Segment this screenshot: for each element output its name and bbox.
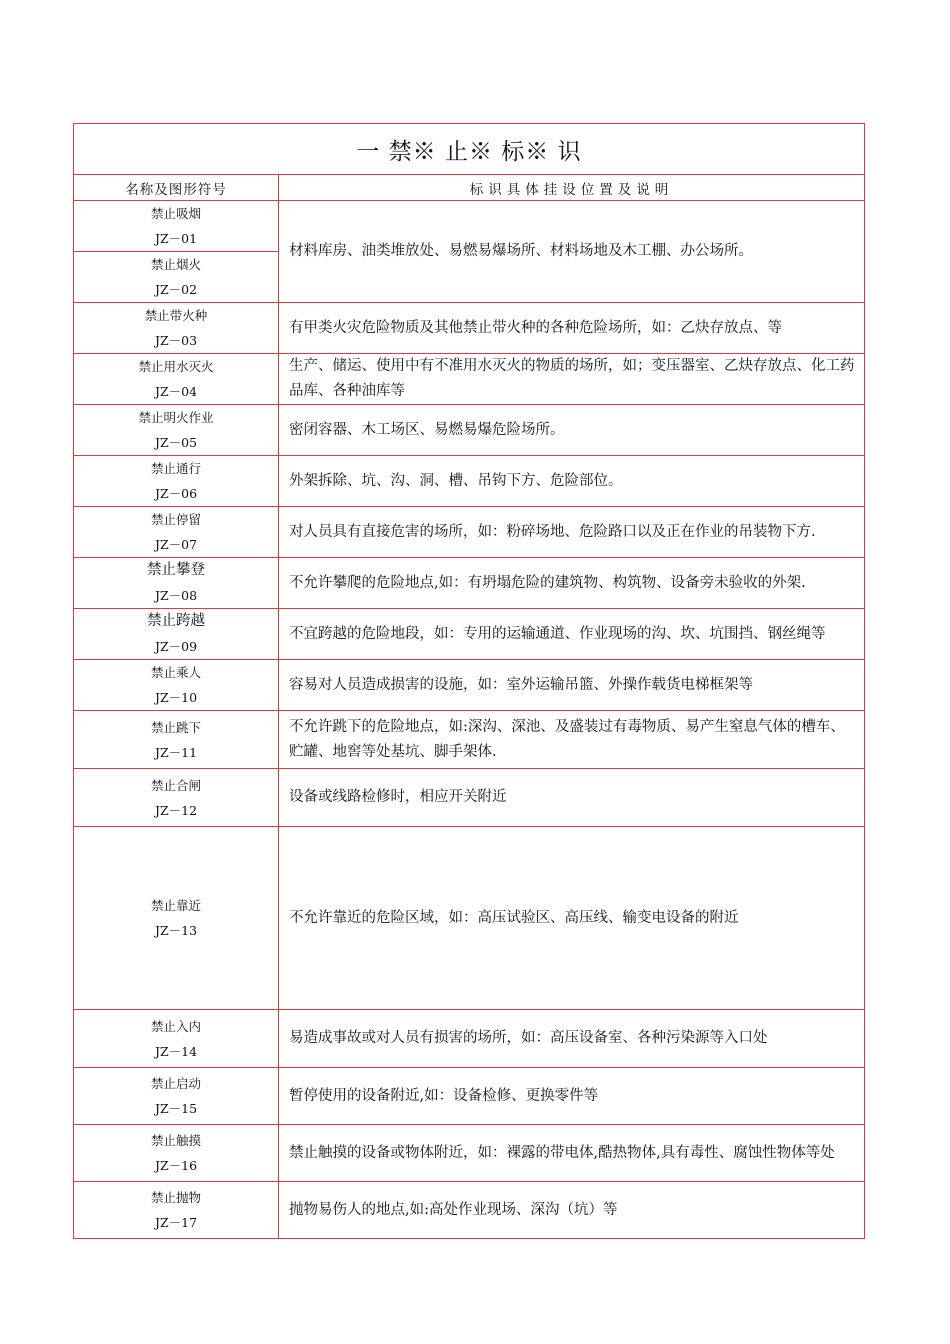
sign-code: JZ－01 — [154, 231, 198, 246]
table-row — [74, 1010, 865, 1068]
table-row — [74, 769, 865, 827]
table-row — [74, 827, 865, 1010]
sign-name-cell — [74, 456, 279, 507]
sign-code: JZ－07 — [154, 537, 198, 552]
sign-description: 生产、储运、使用中有不准用水灭火的物质的场所，如；变压器室、乙炔存放点、化工药品库、各种油库等 — [279, 354, 865, 405]
table-row — [74, 405, 865, 456]
table-row — [74, 1068, 865, 1125]
sign-name: 禁止攀登 — [147, 562, 205, 578]
table-row — [74, 609, 865, 660]
sign-code: JZ－13 — [154, 923, 198, 938]
sign-name-cell — [74, 660, 279, 711]
sign-code: JZ－09 — [154, 639, 198, 654]
sign-name-cell — [74, 827, 279, 1010]
table-row — [74, 201, 865, 252]
sign-description: 外架拆除、坑、沟、洞、槽、吊钩下方、危险部位。 — [279, 456, 865, 507]
sign-name-cell — [74, 769, 279, 827]
sign-code: JZ－04 — [154, 384, 198, 399]
sign-description: 暂停使用的设备附近,如：设备检修、更换零件等 — [279, 1068, 865, 1125]
sign-description: 不允许攀爬的危险地点,如：有坍塌危险的建筑物、构筑物、设备旁未验收的外架. — [279, 558, 865, 609]
sign-name-cell — [74, 1010, 279, 1068]
sign-name: 禁止抛物 — [150, 1190, 201, 1205]
signage-table-sheet — [73, 123, 864, 1239]
sign-name-cell — [74, 558, 279, 609]
sign-name-cell — [74, 303, 279, 354]
sign-name: 禁止跨越 — [147, 613, 205, 629]
sign-name-cell — [74, 405, 279, 456]
sign-description: 材料库房、油类堆放处、易燃易爆场所、材料场地及木工棚、办公场所。 — [279, 201, 865, 303]
table-row — [74, 1182, 865, 1239]
sign-name: 禁止通行 — [150, 461, 201, 476]
table-row — [74, 1125, 865, 1182]
sign-description: 禁止触摸的设备或物体附近，如：裸露的带电体,酷热物体,具有毒性、腐蚀性物体等处 — [279, 1125, 865, 1182]
table-row — [74, 354, 865, 405]
header-name-symbol: 名称及图形符号 — [74, 175, 279, 201]
sign-description: 易造成事故或对人员有损害的场所，如：高压设备室、各种污染源等入口处 — [279, 1010, 865, 1068]
sign-description: 不允许跳下的危险地点，如:深沟、深池、及盛装过有毒物质、易产生窒息气体的槽车、贮罐、地窖等处基坑、脚手架体. — [279, 711, 865, 769]
sign-name-cell — [74, 507, 279, 558]
table-row — [74, 660, 865, 711]
sign-description: 有甲类火灾危险物质及其他禁止带火种的各种危险场所，如：乙炔存放点、等 — [279, 303, 865, 354]
sign-name: 禁止带火种 — [144, 308, 208, 323]
sign-name: 禁止合闸 — [150, 777, 201, 793]
sign-name-cell — [74, 1125, 279, 1182]
sign-name: 禁止乘人 — [150, 665, 201, 680]
sign-name-cell — [74, 711, 279, 769]
table-row — [74, 456, 865, 507]
sign-description: 设备或线路检修时，相应开关附近 — [279, 769, 865, 827]
prohibition-signs-table — [73, 123, 865, 1239]
sign-name: 禁止吸烟 — [150, 206, 201, 221]
sign-description: 不允许靠近的危险区域，如：高压试验区、高压线、输变电设备的附近 — [279, 827, 865, 1010]
sign-code: JZ－11 — [154, 744, 198, 760]
sign-name-cell — [74, 1182, 279, 1239]
table-row — [74, 558, 865, 609]
sign-name-cell — [74, 201, 279, 252]
sign-code: JZ－17 — [154, 1215, 198, 1230]
sign-code: JZ－03 — [154, 333, 198, 348]
sign-name-cell — [74, 252, 279, 303]
sign-name-cell — [74, 1068, 279, 1125]
sign-name: 禁止跳下 — [150, 719, 201, 735]
sign-name: 禁止靠近 — [150, 898, 201, 913]
header-row — [74, 175, 865, 201]
header-location-description: 标识具体挂设位置及说明 — [279, 175, 865, 201]
sign-name: 禁止入内 — [150, 1018, 201, 1034]
sign-code: JZ－12 — [154, 802, 198, 818]
title-row — [74, 124, 865, 175]
sign-name: 禁止触摸 — [150, 1133, 201, 1148]
table-row — [74, 507, 865, 558]
sign-code: JZ－05 — [154, 435, 198, 450]
sign-code: JZ－16 — [154, 1158, 198, 1173]
sign-code: JZ－08 — [154, 588, 198, 603]
sign-name: 禁止停留 — [150, 512, 201, 527]
sign-code: JZ－02 — [154, 282, 198, 297]
sign-name: 禁止明火作业 — [138, 410, 214, 425]
sign-description: 不宜跨越的危险地段，如：专用的运输通道、作业现场的沟、坎、坑围挡、钢丝绳等 — [279, 609, 865, 660]
sign-name: 禁止烟火 — [150, 257, 201, 272]
sign-code: JZ－10 — [154, 690, 198, 705]
sign-description: 容易对人员造成损害的设施，如：室外运输吊篮、外操作载货电梯框架等 — [279, 660, 865, 711]
sign-description: 密闭容器、木工场区、易燃易爆危险场所。 — [279, 405, 865, 456]
sign-name-cell — [74, 354, 279, 405]
sign-name: 禁止用水灭火 — [138, 359, 214, 374]
sign-code: JZ－06 — [154, 486, 198, 501]
sign-code: JZ－15 — [154, 1101, 198, 1116]
sign-description: 对人员具有直接危害的场所，如：粉碎场地、危险路口以及正在作业的吊装物下方. — [279, 507, 865, 558]
sign-name: 禁止启动 — [150, 1076, 201, 1091]
table-row — [74, 711, 865, 769]
table-title: 一 禁※ 止※ 标※ 识 — [74, 124, 865, 175]
sign-name-cell — [74, 609, 279, 660]
table-row — [74, 303, 865, 354]
sign-description: 抛物易伤人的地点,如:高处作业现场、深沟（坑）等 — [279, 1182, 865, 1239]
sign-code: JZ－14 — [154, 1043, 198, 1059]
